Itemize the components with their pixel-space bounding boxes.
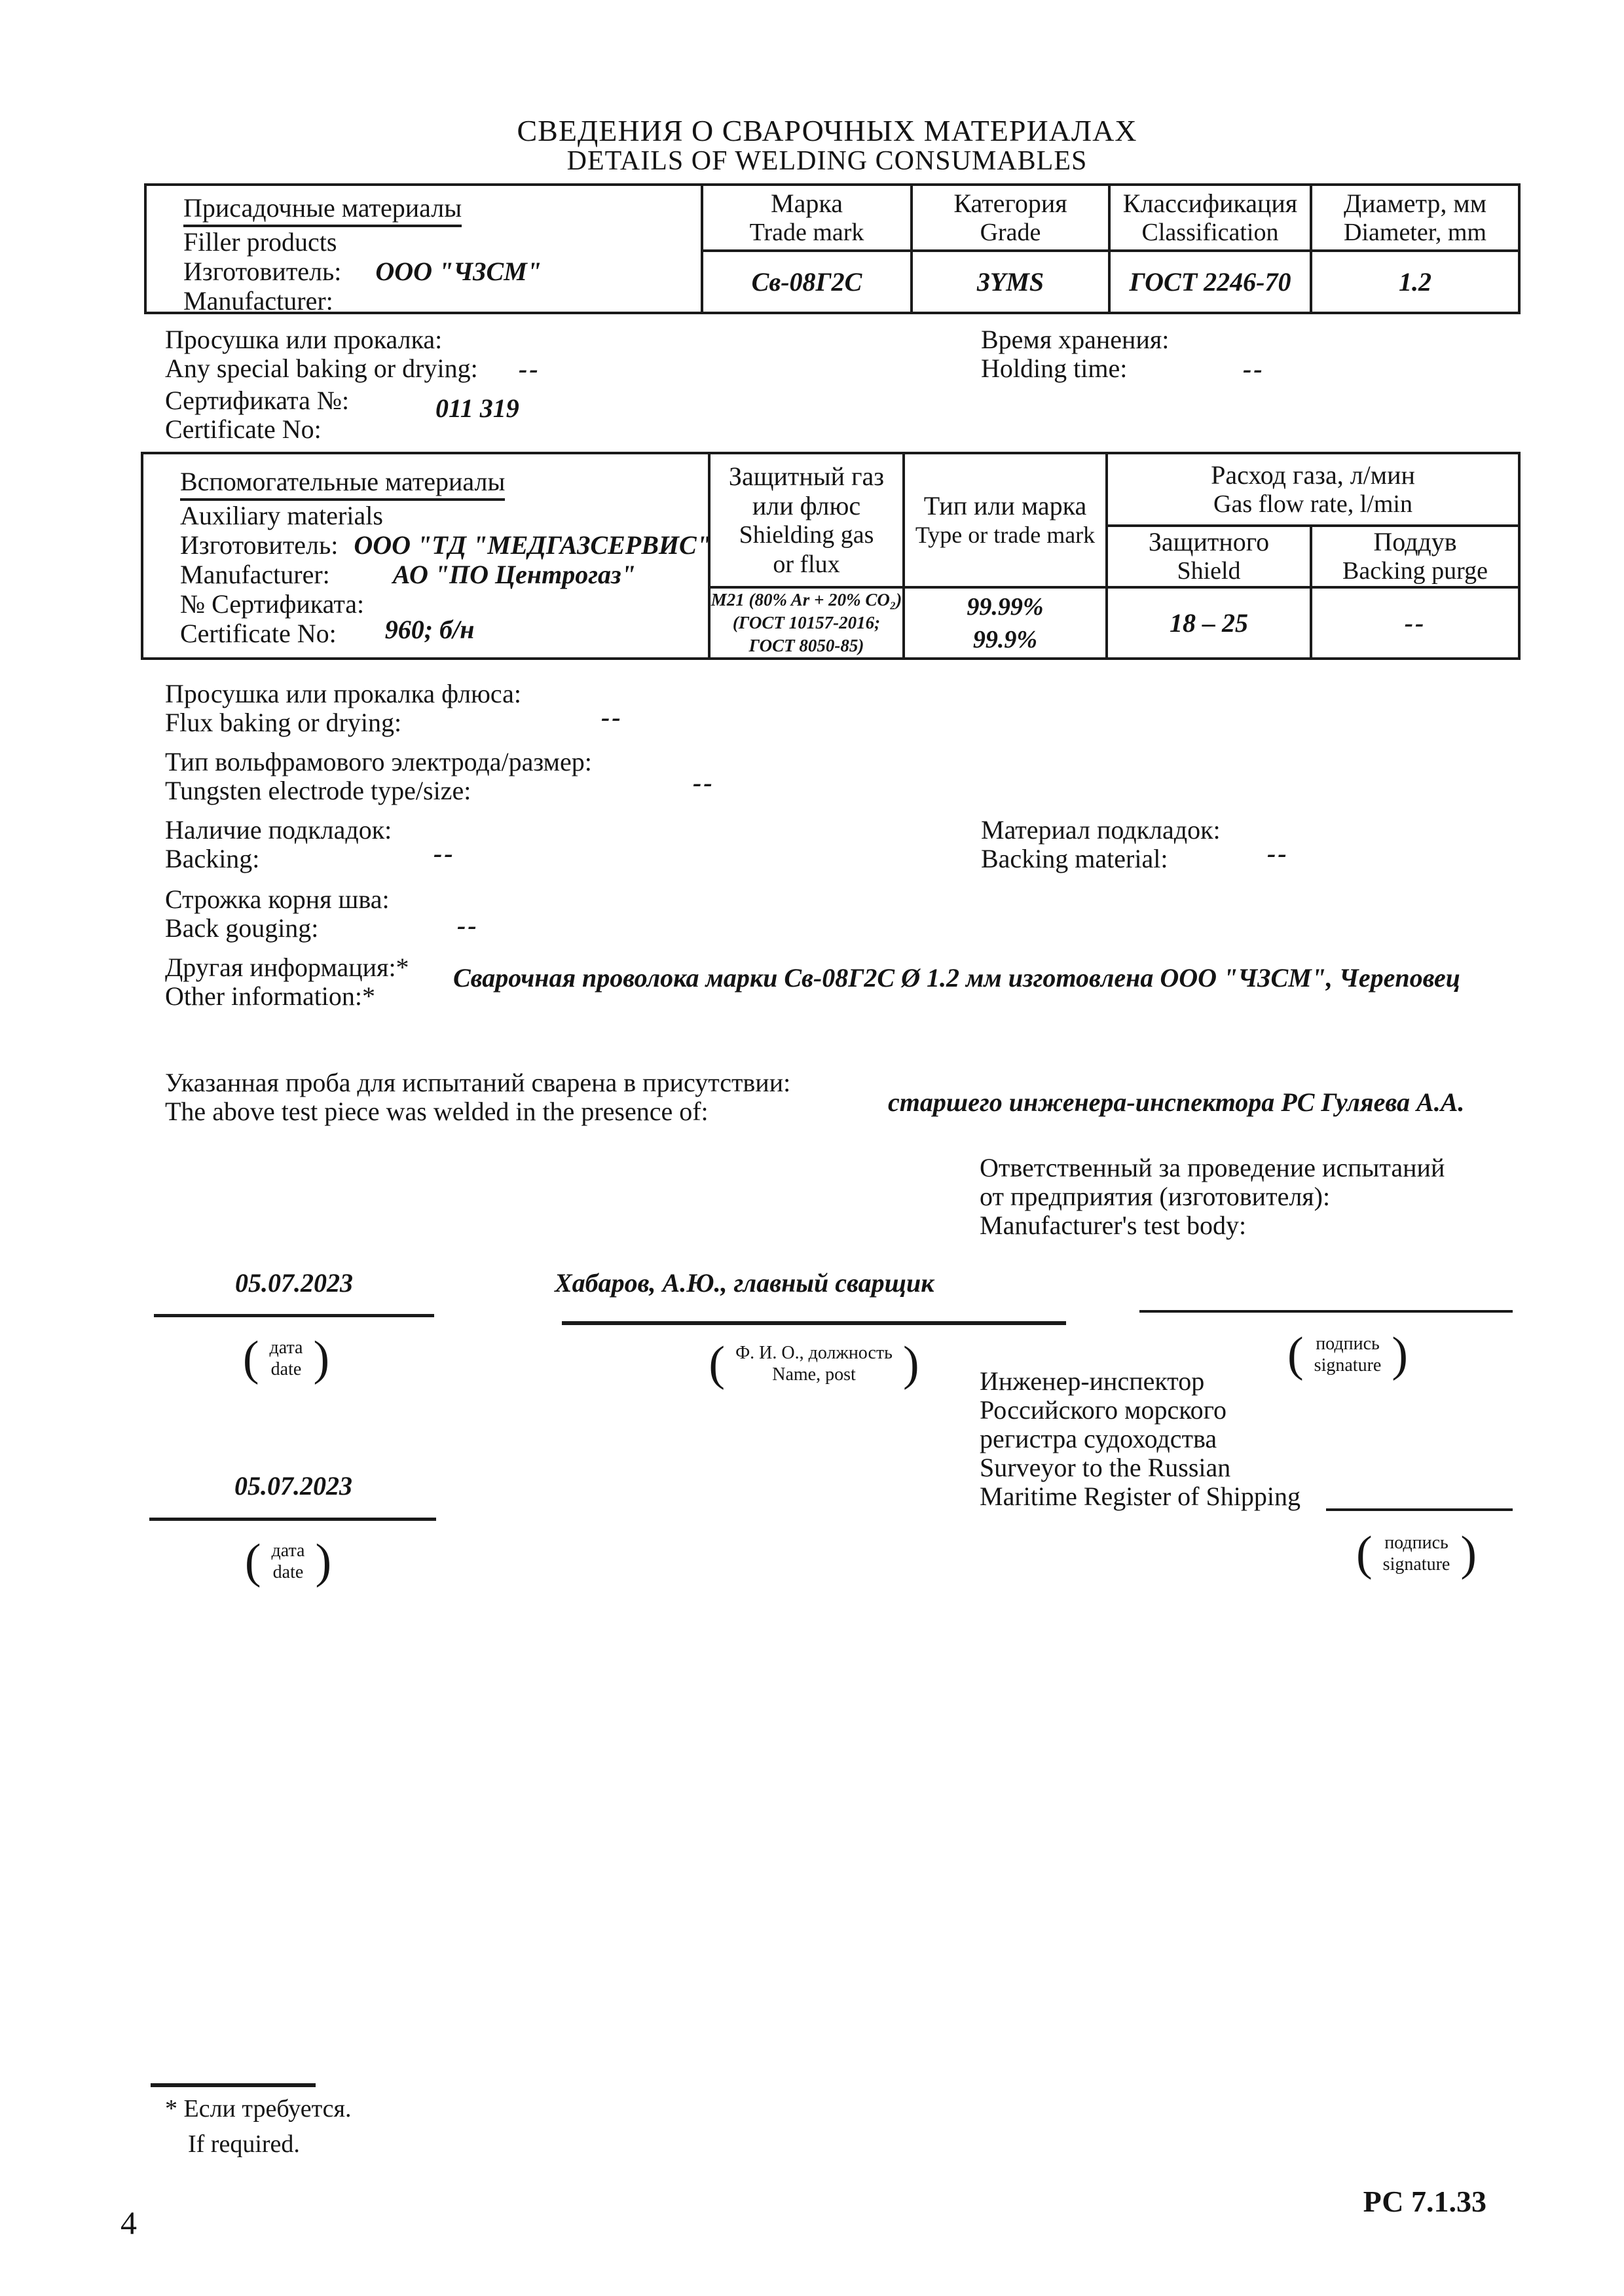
certificate-value: 011 319 (435, 393, 519, 423)
field-baking (165, 325, 478, 383)
filler-section-ru: Присадочные материалы (183, 193, 694, 227)
backing-label-en: Backing: (165, 844, 260, 873)
field-certificate (165, 386, 349, 444)
footnote-en: If required. (188, 2130, 300, 2158)
aux-manufacturer-label-en: Manufacturer: (180, 560, 330, 589)
type-trade-mark-header: Тип или марка Type or trade mark (904, 453, 1107, 587)
backing-material-label-en: Backing material: (981, 844, 1168, 873)
grade-header: Категория Grade (912, 185, 1109, 251)
aux-manufacturer-line1 (180, 530, 711, 560)
diameter-value: 1.2 (1311, 251, 1519, 313)
filler-products-table (144, 183, 1521, 314)
filler-section-en: Filler products (183, 227, 337, 257)
open-paren: ( (709, 1337, 726, 1391)
aux-certificate-label-en: Certificate No: (180, 619, 337, 648)
other-info-label-ru: Другая информация:* (165, 953, 409, 982)
field-tungsten (165, 748, 592, 805)
field-flux-baking (165, 680, 521, 737)
signature1-name-line (562, 1321, 1066, 1325)
filler-manufacturer-label-ru: Изготовитель: (183, 256, 342, 286)
footnote-ru: * Если требуется. (165, 2095, 352, 2123)
holding-label-en: Holding time: (981, 354, 1128, 383)
backing-material-value: -- (1267, 839, 1289, 868)
surveyor-line4: Surveyor to the Russian (980, 1453, 1231, 1482)
title-ru: СВЕДЕНИЯ О СВАРОЧНЫХ МАТЕРИАЛАХ (517, 114, 1137, 147)
witness-value: старшего инженера-инспектора РС Гуляева А.А. (888, 1087, 1465, 1117)
close-paren: ) (1392, 1328, 1408, 1381)
field-backing (165, 816, 392, 873)
back-gouging-value: -- (457, 911, 479, 940)
test-body-en: Manufacturer's test body: (980, 1211, 1247, 1240)
certificate-label-ru: Сертификата №: (165, 386, 350, 415)
shield-value: 18 – 25 (1107, 587, 1311, 659)
open-paren: ( (1356, 1527, 1373, 1580)
shielding-gas-header: Защитный газ или флюс Shielding gas or flux (709, 453, 904, 587)
signature1-sign-line (1139, 1310, 1513, 1313)
diameter-header: Диаметр, мм Diameter, mm (1311, 185, 1519, 251)
tungsten-label-en: Tungsten electrode type/size: (165, 776, 471, 805)
surveyor-sign-label: ( подпись signature ) (1356, 1527, 1477, 1580)
classification-value: ГОСТ 2246-70 (1109, 251, 1311, 313)
signature1-date: 05.07.2023 (235, 1268, 353, 1298)
flux-baking-label-en: Flux baking or drying: (165, 708, 402, 737)
baking-value: -- (519, 354, 540, 384)
aux-manufacturer-value1: ООО "ТД "МЕДГАЗСЕРВИС" (354, 530, 711, 560)
gas-flow-header: Расход газа, л/мин Gas flow rate, l/min (1107, 453, 1519, 526)
page-title (517, 115, 1137, 175)
type-trade-mark-value: 99.99% 99.9% (904, 587, 1107, 659)
signature1-sign-label: ( подпись signature ) (1287, 1328, 1408, 1381)
surveyor-date-label: ( дата date ) (244, 1535, 332, 1588)
certificate-label-en: Certificate No: (165, 414, 322, 444)
surveyor-line2: Российского морского (980, 1395, 1227, 1425)
baking-label-ru: Просушка или прокалка: (165, 325, 443, 354)
shield-subheader: Защитного Shield (1107, 526, 1311, 587)
tungsten-label-ru: Тип вольфрамового электрода/размер: (165, 747, 592, 776)
signature1-date-line (154, 1314, 434, 1317)
close-paren: ) (315, 1535, 332, 1588)
field-witness (165, 1068, 790, 1126)
backing-purge-value: -- (1311, 587, 1519, 659)
flux-baking-value: -- (601, 702, 623, 732)
back-gouging-label-en: Back gouging: (165, 913, 319, 943)
aux-section-ru: Вспомогательные материалы (180, 467, 701, 501)
filler-manufacturer-value: ООО "ЧЗСМ" (375, 256, 542, 286)
title-en: DETAILS OF WELDING CONSUMABLES (566, 146, 1088, 176)
aux-certificate-line2 (180, 615, 701, 648)
witness-label-en: The above test piece was welded in the presence of: (165, 1097, 709, 1126)
open-paren: ( (244, 1535, 261, 1588)
filler-left-cell (145, 185, 702, 316)
field-other-info (165, 953, 409, 1011)
backing-purge-subheader: Поддув Backing purge (1311, 526, 1519, 587)
form-code: РС 7.1.33 (1363, 2185, 1486, 2218)
surveyor-block (980, 1367, 1301, 1511)
aux-manufacturer-line2 (180, 560, 701, 589)
surveyor-sign-line (1326, 1508, 1513, 1511)
test-body-block (980, 1154, 1445, 1240)
page-number: 4 (120, 2204, 137, 2241)
surveyor-line3: регистра судоходства (980, 1424, 1217, 1453)
close-paren: ) (902, 1337, 919, 1391)
grade-value: 3YMS (912, 251, 1109, 313)
holding-value: -- (1243, 354, 1264, 384)
backing-label-ru: Наличие подкладок: (165, 815, 392, 845)
close-paren: ) (313, 1332, 330, 1385)
surveyor-line1: Инженер-инспектор (980, 1366, 1205, 1396)
aux-left-cell (142, 453, 709, 659)
field-backing-material (981, 816, 1221, 873)
footnote-divider (151, 2083, 316, 2087)
flux-baking-label-ru: Просушка или прокалка флюса: (165, 679, 522, 708)
surveyor-date: 05.07.2023 (234, 1471, 352, 1501)
backing-material-label-ru: Материал подкладок: (981, 815, 1221, 845)
witness-label-ru: Указанная проба для испытаний сварена в присутствии: (165, 1068, 791, 1097)
open-paren: ( (242, 1332, 259, 1385)
other-info-value: Сварочная проволока марки Св-08Г2С Ø 1.2 мм изготовлена ООО "ЧЗСМ", Череповец (453, 963, 1460, 993)
aux-certificate-value: 960; б/н (384, 615, 475, 644)
signature1-name: Хабаров, А.Ю., главный сварщик (555, 1268, 934, 1298)
trade-mark-header: Марка Trade mark (702, 185, 912, 251)
holding-label-ru: Время хранения: (981, 325, 1170, 354)
surveyor-line5: Maritime Register of Shipping (980, 1482, 1301, 1511)
signature1-date-label: ( дата date ) (242, 1332, 330, 1385)
aux-section-en: Auxiliary materials (180, 501, 383, 530)
test-body-ru2: от предприятия (изготовителя): (980, 1182, 1331, 1211)
baking-label-en: Any special baking or drying: (165, 354, 478, 383)
signature1-name-label: ( Ф. И. О., должность Name, post ) (709, 1337, 919, 1391)
shielding-gas-value: M21 (80% Ar + 20% CO₂) (ГОСТ 10157-2016; ГОСТ 8050-85) (709, 587, 904, 659)
open-paren: ( (1287, 1328, 1304, 1381)
surveyor-date-line (149, 1518, 436, 1521)
close-paren: ) (1460, 1527, 1477, 1580)
test-body-ru1: Ответственный за проведение испытаний (980, 1153, 1445, 1182)
trade-mark-value: Св-08Г2С (702, 251, 912, 313)
tungsten-value: -- (693, 768, 714, 797)
other-info-label-en: Other information:* (165, 981, 376, 1011)
filler-manufacturer-line (183, 257, 694, 286)
aux-manufacturer-label-ru: Изготовитель: (180, 530, 339, 560)
field-back-gouging (165, 885, 390, 943)
back-gouging-label-ru: Строжка корня шва: (165, 884, 390, 914)
backing-value: -- (434, 839, 455, 868)
auxiliary-materials-table (141, 452, 1521, 660)
filler-manufacturer-label-en: Manufacturer: (183, 285, 333, 316)
aux-manufacturer-value2: АО "ПО Центрогаз" (392, 560, 636, 589)
classification-header: Классификация Classification (1109, 185, 1311, 251)
aux-certificate-label-ru: № Сертификата: (180, 589, 365, 619)
field-holding (981, 325, 1169, 383)
